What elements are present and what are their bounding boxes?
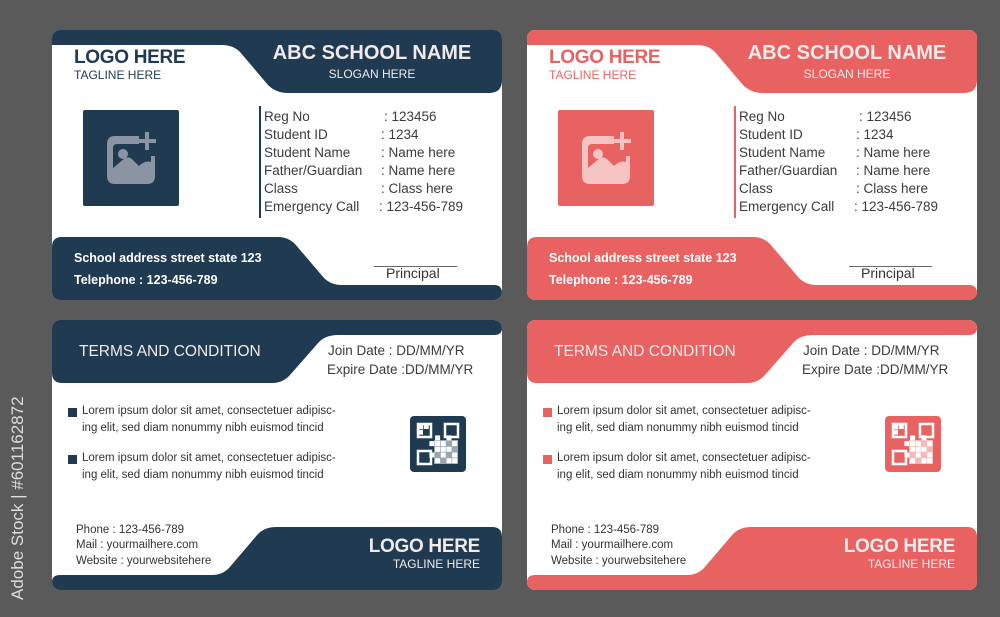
qr-code[interactable] — [410, 416, 466, 472]
field-label: Father/Guardian — [739, 163, 838, 178]
term-line: ing elit, sed diam nonummy nibh euismod tincid — [557, 469, 799, 481]
contact-mail: Mail : yourmailhere.com — [76, 539, 199, 551]
field-label: Reg No — [264, 109, 310, 124]
tagline: TAGLINE HERE — [867, 557, 955, 571]
term-item — [557, 403, 811, 437]
stock-watermark: Adobe Stock | #601162872 — [8, 396, 27, 600]
bullet-icon — [68, 408, 77, 417]
contact-website: Website : yourwebsitehere — [76, 555, 212, 567]
expire-date: Expire Date :DD/MM/YR — [802, 362, 949, 377]
add-image-icon — [558, 110, 654, 206]
slogan: SLOGAN HERE — [803, 67, 891, 81]
term-item — [82, 450, 336, 484]
info-divider — [259, 106, 261, 218]
term-line: ing elit, sed diam nonummy nibh euismod tincid — [82, 469, 324, 481]
field-value: : 123-456-789 — [379, 199, 464, 214]
school-name: ABC SCHOOL NAME — [747, 42, 947, 64]
field-label: Reg No — [739, 109, 785, 124]
term-item — [557, 450, 811, 484]
qr-code-icon — [885, 416, 941, 472]
field-value: : 1234 — [856, 127, 894, 142]
field-label: Student Name — [739, 145, 826, 160]
logo-text: LOGO HERE — [843, 536, 955, 557]
tagline: TAGLINE HERE — [74, 68, 162, 82]
id-card-back-navy — [52, 320, 502, 590]
bullet-icon — [68, 455, 77, 464]
field-value: : Name here — [381, 163, 456, 178]
term-line: Lorem ipsum dolor sit amet, consectetuer adipisc- — [557, 452, 811, 464]
field-label: Student ID — [739, 127, 803, 142]
bullet-icon — [543, 408, 552, 417]
term-line: ing elit, sed diam nonummy nibh euismod tincid — [82, 422, 324, 434]
school-address: School address street state 123 — [74, 251, 262, 265]
logo-text: LOGO HERE — [74, 47, 186, 68]
field-value: : 123456 — [384, 109, 437, 124]
field-label: Student Name — [264, 145, 351, 160]
logo-text: LOGO HERE — [549, 47, 661, 68]
tagline: TAGLINE HERE — [549, 68, 637, 82]
term-line: Lorem ipsum dolor sit amet, consectetuer adipisc- — [82, 405, 336, 417]
field-value: : Class here — [856, 181, 929, 196]
photo-placeholder[interactable] — [83, 110, 179, 206]
qr-code-icon — [410, 416, 466, 472]
school-telephone: Telephone : 123-456-789 — [549, 273, 693, 287]
field-value: : Class here — [381, 181, 454, 196]
field-value: : 1234 — [381, 127, 419, 142]
id-card-front-navy — [52, 30, 502, 300]
id-card-front-coral — [527, 30, 977, 300]
tagline: TAGLINE HERE — [392, 557, 480, 571]
school-name: ABC SCHOOL NAME — [272, 42, 472, 64]
field-label: Class — [739, 181, 773, 196]
field-value: : 123456 — [859, 109, 912, 124]
slogan: SLOGAN HERE — [328, 67, 416, 81]
id-card-back-coral — [527, 320, 977, 590]
photo-placeholder[interactable] — [558, 110, 654, 206]
term-line: ing elit, sed diam nonummy nibh euismod tincid — [557, 422, 799, 434]
signature-label: Principal — [861, 265, 915, 281]
bullet-icon — [543, 455, 552, 464]
field-label: Emergency Call — [739, 199, 835, 214]
contact-mail: Mail : yourmailhere.com — [551, 539, 674, 551]
term-line: Lorem ipsum dolor sit amet, consectetuer adipisc- — [557, 405, 811, 417]
logo-text: LOGO HERE — [368, 536, 480, 557]
field-label: Student ID — [264, 127, 328, 142]
field-label: Father/Guardian — [264, 163, 363, 178]
info-divider — [734, 106, 736, 218]
qr-code[interactable] — [885, 416, 941, 472]
add-image-icon — [83, 110, 179, 206]
field-value: : Name here — [856, 145, 931, 160]
field-value: : Name here — [381, 145, 456, 160]
field-label: Emergency Call — [264, 199, 360, 214]
join-date: Join Date : DD/MM/YR — [803, 343, 940, 358]
field-value: : 123-456-789 — [854, 199, 939, 214]
school-telephone: Telephone : 123-456-789 — [74, 273, 218, 287]
contact-website: Website : yourwebsitehere — [551, 555, 687, 567]
school-address: School address street state 123 — [549, 251, 737, 265]
expire-date: Expire Date :DD/MM/YR — [327, 362, 474, 377]
contact-phone: Phone : 123-456-789 — [551, 524, 660, 536]
field-value: : Name here — [856, 163, 931, 178]
term-line: Lorem ipsum dolor sit amet, consectetuer adipisc- — [82, 452, 336, 464]
field-label: Class — [264, 181, 298, 196]
contact-phone: Phone : 123-456-789 — [76, 524, 185, 536]
signature-label: Principal — [386, 265, 440, 281]
terms-title: TERMS AND CONDITION — [79, 343, 261, 360]
join-date: Join Date : DD/MM/YR — [328, 343, 465, 358]
terms-title: TERMS AND CONDITION — [554, 343, 736, 360]
term-item — [82, 403, 336, 437]
